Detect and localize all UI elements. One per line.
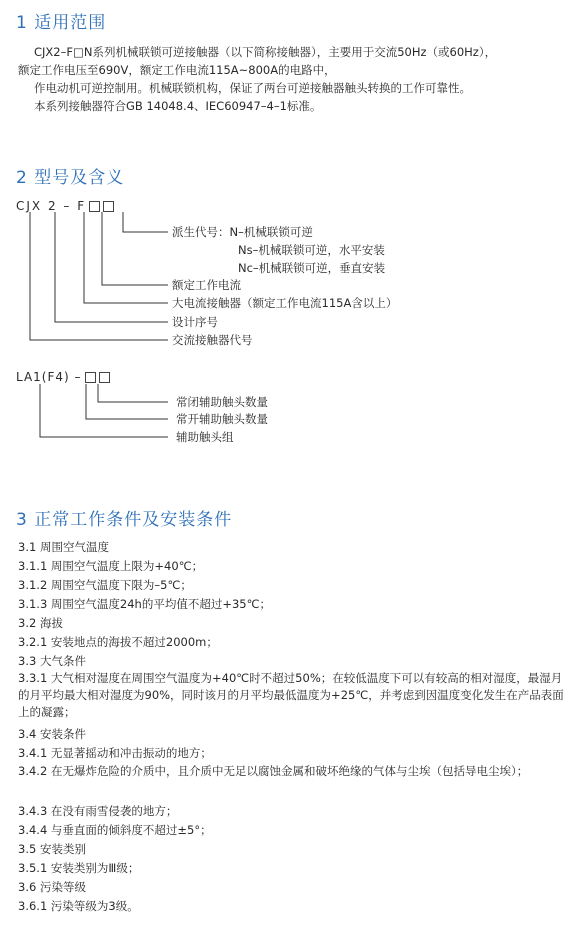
label-no-contacts: 常开辅助触头数量 [176,412,268,426]
list-item: 3.1.3 周围空气温度24h的平均值不超过+35℃； [18,597,272,611]
list-item: 3.3 大气条件 [18,654,86,668]
paragraph-line-1: CJX2–F□N系列机械联锁可逆接触器（以下简称接触器），主要用于交流50Hz（或60Hz）， [34,45,497,59]
label-nc-contacts: 常闭辅助触头数量 [176,395,268,409]
list-item: 3.1 周围空气温度 [18,540,109,554]
list-item: 3.6.1 污染等级为3级。 [18,899,139,913]
label-rated-current: 额定工作电流 [172,278,241,292]
placeholder-box [99,372,110,383]
model-code-text: CJX 2 – F [16,199,87,213]
paragraph-line-3: 作电动机可逆控制用。机械联锁机构，保证了两台可逆接触器触头转换的工作可靠性。 [34,81,471,95]
placeholder-box [85,372,96,383]
section-2-title: 2 型号及含义 [16,168,125,188]
list-item: 3.1.2 周围空气温度下限为–5℃； [18,578,192,592]
list-item: 3.2 海拔 [18,616,63,630]
label-design-serial: 设计序号 [172,315,218,329]
list-item: 3.4 安装条件 [18,727,86,741]
list-item: 3.1.1 周围空气温度上限为+40℃； [18,559,204,573]
label-aux-group: 辅助触头组 [176,430,234,444]
list-item: 3.4.4 与垂直面的倾斜度不超过±5°； [18,823,212,837]
list-item: 3.6 污染等级 [18,880,86,894]
label-ns: Ns–机械联锁可逆，水平安装 [238,243,385,257]
label-high-current: 大电流接触器（额定工作电流115A含以上） [172,296,398,310]
list-item: 3.5 安装类别 [18,842,86,856]
aux-code-text: LA1(F4) – [16,370,82,384]
list-item-multiline: 3.4.2 在无爆炸危险的介质中，且介质中无足以腐蚀金属和破坏绝缘的气体与尘埃（包括导电尘埃）； [18,764,529,778]
list-item: 3.5.1 安装类别为Ⅲ级； [18,861,140,875]
section-1-title: 1 适用范围 [16,13,107,33]
label-nc: Nc–机械联锁可逆，垂直安装 [238,261,386,275]
label-ac-contactor-code: 交流接触器代号 [172,333,253,347]
label-derivative-code: 派生代号：N–机械联锁可逆 [172,225,313,239]
section-3-title: 3 正常工作条件及安装条件 [16,510,233,530]
list-item: 3.4.3 在没有雨雪侵袭的地方； [18,804,178,818]
paragraph-line-4: 本系列接触器符合GB 14048.4、IEC60947–4–1标准。 [34,99,322,113]
list-item: 3.4.1 无显著摇动和冲击振动的地方； [18,746,212,760]
paragraph-line-2: 额定工作电压至690V，额定工作电流115A~800A的电路中， [18,63,336,77]
model-code-aux [16,370,110,384]
list-item: 3.2.1 安装地点的海拔不超过2000m； [18,635,218,649]
list-item-multiline: 3.3.1 大气相对湿度在周围空气温度为+40℃时不超过50%；在较低温度下可以有较高的相对湿度，最湿月的月平均最大相对湿度为90%，同时该月的月平均最低温度为+25℃，并考虑到因温度变化发生在产品表面上的凝露； [18,671,564,719]
